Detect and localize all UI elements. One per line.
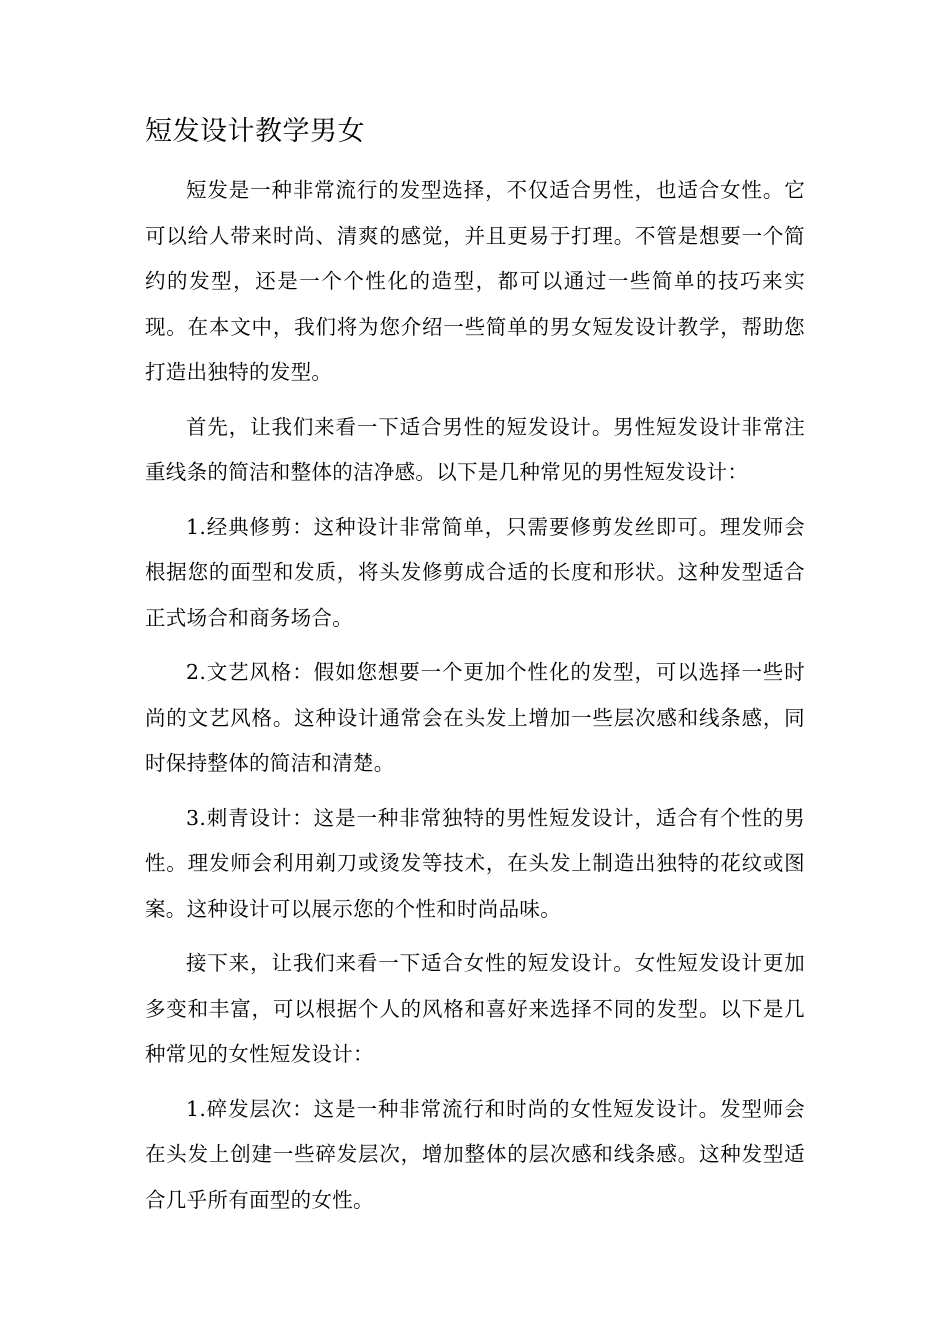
paragraph-male-item-2: 2.文艺风格：假如您想要一个更加个性化的发型，可以选择一些时尚的文艺风格。这种设计通常会在头发上增加一些层次感和线条感，同时保持整体的简洁和清楚。: [145, 660, 805, 775]
document-title: 短发设计教学男女: [145, 116, 365, 147]
paragraph-male-item-3: 3.刺青设计：这是一种非常独特的男性短发设计，适合有个性的男性。理发师会利用剃刀或烫发等技术，在头发上制造出独特的花纹或图案。这种设计可以展示您的个性和时尚品味。: [145, 805, 805, 921]
paragraph-female-item-1: 1.碎发层次：这是一种非常流行和时尚的女性短发设计。发型师会在头发上创建一些碎发层次，增加整体的层次感和线条感。这种发型适合几乎所有面型的女性。: [145, 1096, 805, 1212]
paragraph-intro: 短发是一种非常流行的发型选择，不仅适合男性，也适合女性。它可以给人带来时尚、清爽的感觉，并且更易于打理。不管是想要一个简约的发型，还是一个个性化的造型，都可以通过一些简单的技巧来实现。在本文中，我们将为您介绍一些简单的男女短发设计教学，帮助您打造出独特的发型。: [145, 178, 805, 384]
paragraph-male-item-1: 1.经典修剪：这种设计非常简单，只需要修剪发丝即可。理发师会根据您的面型和发质，将头发修剪成合适的长度和形状。这种发型适合正式场合和商务场合。: [145, 514, 805, 630]
document-page: [145, 112, 805, 1232]
paragraph-female-intro: 接下来，让我们来看一下适合女性的短发设计。女性短发设计更加多变和丰富，可以根据个人的风格和喜好来选择不同的发型。以下是几种常见的女性短发设计：: [145, 951, 805, 1066]
paragraph-male-intro: 首先，让我们来看一下适合男性的短发设计。男性短发设计非常注重线条的简洁和整体的洁净感。以下是几种常见的男性短发设计：: [145, 414, 805, 484]
